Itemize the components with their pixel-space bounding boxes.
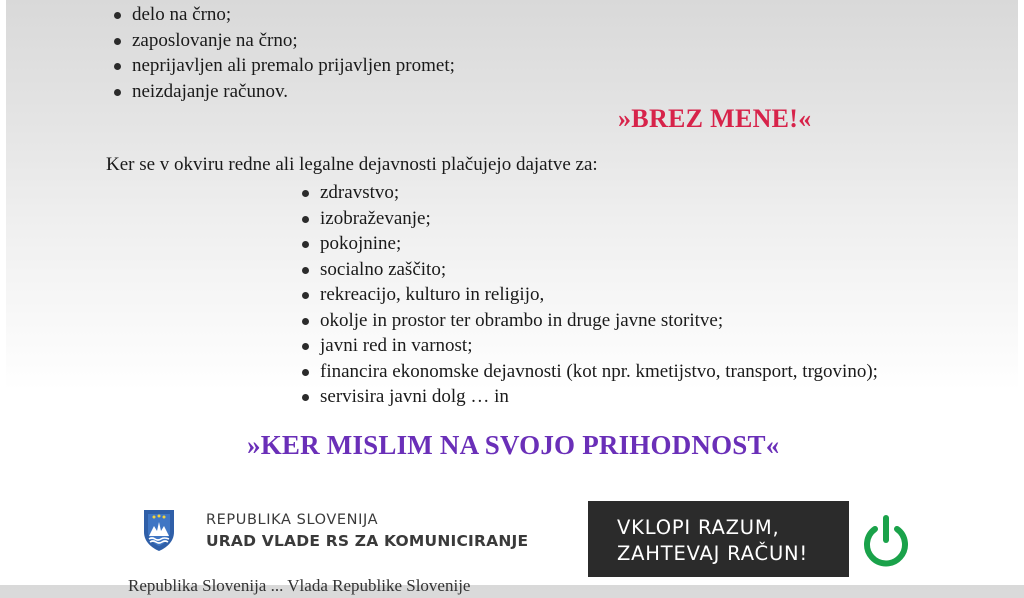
list-item: socialno zaščito; [298,257,878,283]
bullet-icon [114,89,121,96]
bullet-icon [302,292,309,299]
campaign-line-2: ZAHTEVAJ RAČUN! [617,542,809,565]
intro-sentence: Ker se v okviru redne ali legalne dejavnosti plačujejo dajatve za: [106,154,598,175]
list-item: delo na črno; [110,2,455,28]
bullet-icon [114,63,121,70]
bullet-icon [114,38,121,45]
campaign-line-1: VKLOPI RAZUM, [617,516,780,539]
list-item: javni red in varnost; [298,333,878,359]
bullet-icon [302,190,309,197]
list-item: rekreacijo, kulturo in religijo, [298,282,878,308]
bullet-icon [302,216,309,223]
list-item: servisira javni dolg … in [298,384,878,410]
list-item: zdravstvo; [298,180,878,206]
list-item: zaposlovanje na črno; [110,28,455,54]
power-icon [860,513,912,569]
office-label: URAD VLADE RS ZA KOMUNICIRANJE [206,532,529,550]
footer-text-partial: Republika Slovenija ... Vlada Republike Slovenije [128,576,471,595]
slogan-prihodnost: »KER MISLIM NA SVOJO PRIHODNOST« [247,430,780,460]
campaign-banner [588,501,849,577]
government-office-name [206,510,528,552]
bullet-icon [302,369,309,376]
slovenia-coat-of-arms-icon [142,508,176,552]
list-item: pokojnine; [298,231,878,257]
bullet-icon [302,394,309,401]
list-item: neizdajanje računov. [110,79,455,105]
bullet-icon [302,343,309,350]
page-margin-left [0,0,6,585]
list-item: izobraževanje; [298,206,878,232]
public-services-list [298,180,878,410]
list-item: okolje in prostor ter obrambo in druge javne storitve; [298,308,878,334]
slogan-brez-mene: »BREZ MENE!« [618,104,812,133]
republic-label: REPUBLIKA SLOVENIJA [206,512,379,528]
bullet-icon [302,241,309,248]
list-item: neprijavljen ali premalo prijavljen promet; [110,53,455,79]
illegal-activities-list [110,2,455,104]
page-margin-right [1018,0,1024,585]
bullet-icon [302,318,309,325]
bullet-icon [114,12,121,19]
list-item: financira ekonomske dejavnosti (kot npr. kmetijstvo, transport, trgovino); [298,359,878,385]
bullet-icon [302,267,309,274]
